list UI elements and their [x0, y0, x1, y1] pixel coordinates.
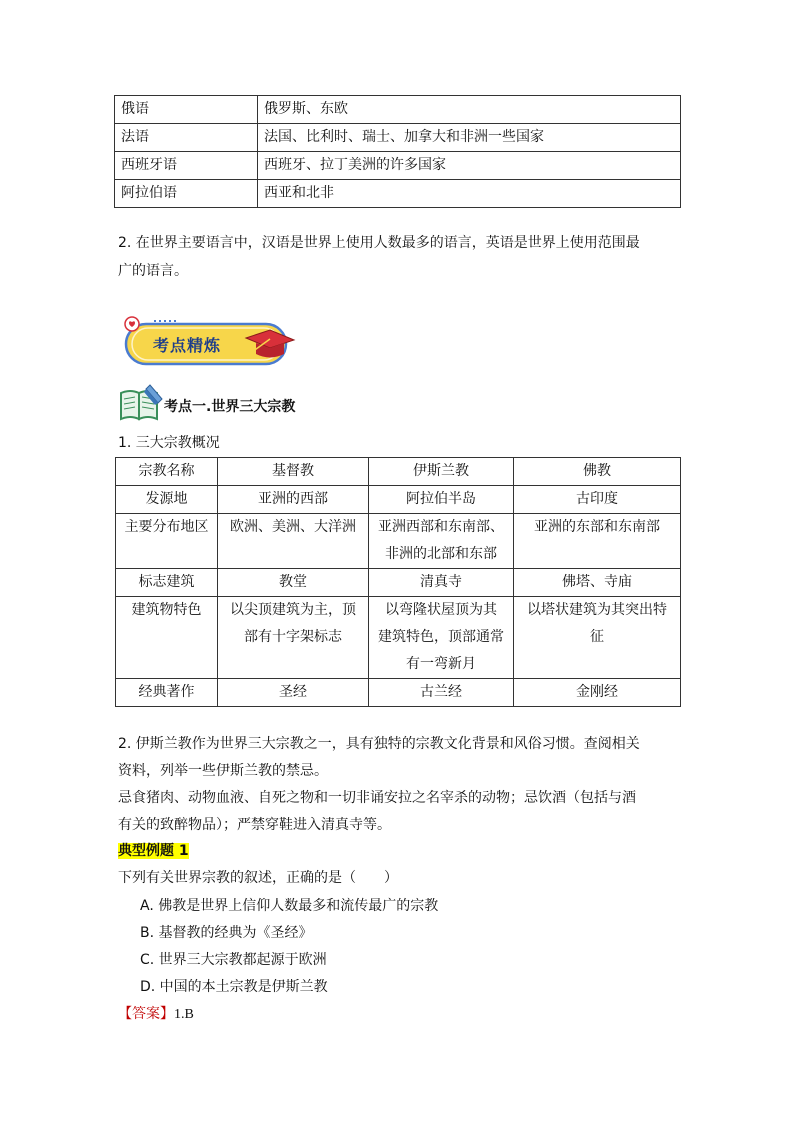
paragraph-languages	[118, 229, 688, 285]
section-banner	[118, 312, 298, 382]
text-line: 有关的致醉物品）；严禁穿鞋进入清真寺等。	[118, 817, 391, 833]
table-cell: 阿拉伯语	[115, 180, 258, 208]
table-cell: 亚洲的西部	[218, 486, 369, 514]
table-cell: 俄罗斯、东欧	[258, 96, 681, 124]
answer-value: 1.B	[174, 1007, 194, 1022]
section-title: 考点一.世界三大宗教	[164, 399, 296, 415]
table-row	[116, 514, 681, 569]
table-header-cell: 宗教名称	[116, 458, 218, 486]
text-line: 2. 伊斯兰教作为世界三大宗教之一，具有独特的宗教文化背景和风俗习惯。查阅相关	[118, 736, 640, 752]
religion-table	[115, 457, 681, 707]
table-row	[116, 597, 681, 679]
text-line: 2. 在世界主要语言中，汉语是世界上使用人数最多的语言，英语是世界上使用范围最	[118, 235, 640, 251]
example-heading-label: 典型例题 1	[118, 843, 189, 859]
option-c: C. 世界三大宗教都起源于欧洲	[140, 952, 327, 968]
table-row	[116, 569, 681, 597]
table-cell: 亚洲西部和东南部、 非洲的北部和东部	[369, 514, 514, 569]
table-cell: 古印度	[514, 486, 681, 514]
answer-line	[118, 1003, 194, 1026]
table-cell: 金刚经	[514, 679, 681, 707]
text-line: 资料，列举一些伊斯兰教的禁忌。	[118, 763, 328, 779]
table-row	[115, 96, 681, 124]
table-cell: 俄语	[115, 96, 258, 124]
text-line: 广的语言。	[118, 263, 188, 279]
table-cell: 主要分布地区	[116, 514, 218, 569]
table-row	[116, 679, 681, 707]
table-header-row	[116, 458, 681, 486]
example-heading	[118, 840, 189, 862]
paragraph-islam-taboos	[118, 731, 688, 839]
subtitle: 1. 三大宗教概况	[118, 435, 220, 451]
table-row	[115, 180, 681, 208]
table-cell: 欧洲、美洲、大洋洲	[218, 514, 369, 569]
option-d: D. 中国的本土宗教是伊斯兰教	[140, 979, 328, 995]
table-row	[116, 486, 681, 514]
table-cell: 阿拉伯半岛	[369, 486, 514, 514]
table-cell: 西亚和北非	[258, 180, 681, 208]
option-a: A. 佛教是世界上信仰人数最多和流传最广的宗教	[140, 898, 439, 914]
table-header-cell: 佛教	[514, 458, 681, 486]
table-cell: 建筑物特色	[116, 597, 218, 679]
table-cell: 佛塔、寺庙	[514, 569, 681, 597]
table-row	[115, 124, 681, 152]
table-cell: 标志建筑	[116, 569, 218, 597]
table-cell: 法国、比利时、瑞士、加拿大和非洲一些国家	[258, 124, 681, 152]
table-cell: 西班牙语	[115, 152, 258, 180]
table-header-cell: 基督教	[218, 458, 369, 486]
option-b: B. 基督教的经典为《圣经》	[140, 925, 313, 941]
table-cell: 清真寺	[369, 569, 514, 597]
table-cell: 法语	[115, 124, 258, 152]
table-cell: 教堂	[218, 569, 369, 597]
table-header-cell: 伊斯兰教	[369, 458, 514, 486]
table-row	[115, 152, 681, 180]
table-cell: 西班牙、拉丁美洲的许多国家	[258, 152, 681, 180]
language-table	[114, 95, 681, 208]
table-cell: 以尖顶建筑为主，顶 部有十字架标志	[218, 597, 369, 679]
text-line: 忌食猪肉、动物血液、自死之物和一切非诵安拉之名宰杀的动物；忌饮酒（包括与酒	[118, 790, 636, 806]
table-cell: 亚洲的东部和东南部	[514, 514, 681, 569]
table-cell: 发源地	[116, 486, 218, 514]
table-cell: 以弯隆状屋顶为其 建筑特色，顶部通常 有一弯新月	[369, 597, 514, 679]
table-cell: 经典著作	[116, 679, 218, 707]
banner-label: 考点精炼	[153, 336, 222, 355]
table-cell: 古兰经	[369, 679, 514, 707]
book-icon	[118, 383, 163, 423]
table-cell: 圣经	[218, 679, 369, 707]
answer-label: 【答案】	[118, 1006, 174, 1022]
table-cell: 以塔状建筑为其突出特 征	[514, 597, 681, 679]
question-text: 下列有关世界宗教的叙述，正确的是（ ）	[118, 870, 398, 886]
